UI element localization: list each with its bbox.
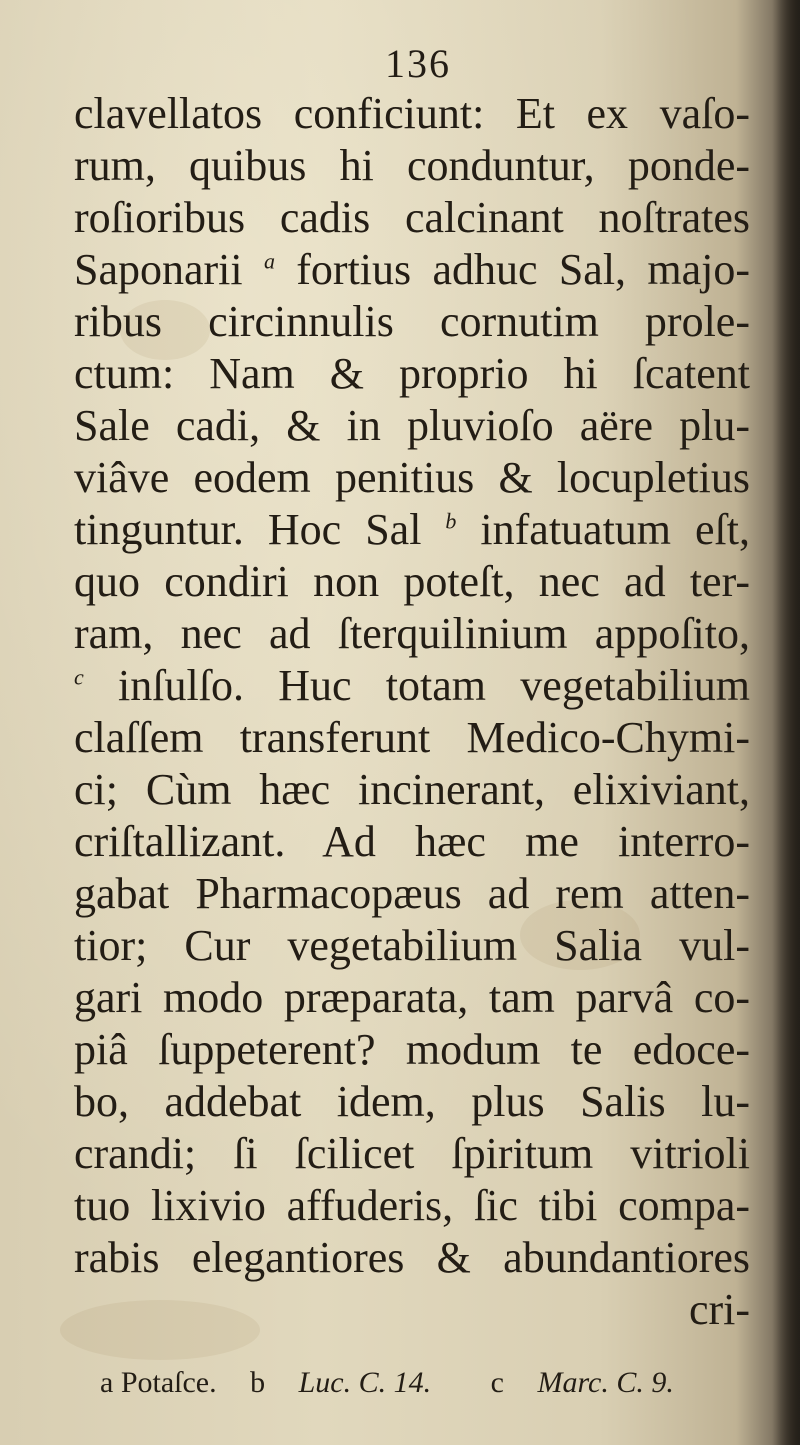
text-line: roſioribus cadis calcinant noſtrates [74, 193, 750, 242]
text-line: piâ ſuppeterent? modum te edoce- [74, 1025, 750, 1074]
text-line: Sale cadi, & in pluvioſo aëre plu- [74, 401, 750, 450]
text-line: tuo lixivio affuderis, ſic tibi compa- [74, 1181, 750, 1230]
footnote-label: b [250, 1366, 266, 1399]
footnote-marker-b: b [445, 508, 457, 534]
book-spine-shadow [772, 0, 800, 1445]
text-line: crandi; ſi ſcilicet ſpiritum vitrioli [74, 1129, 750, 1178]
text-line: gabat Pharmacopæus ad rem atten- [74, 869, 750, 918]
text-line: bo, addebat idem, plus Salis lu- [74, 1077, 750, 1126]
text-fragment: fortius adhuc Sal, majo- [296, 245, 750, 294]
footnote-c [491, 1366, 700, 1399]
text-line: ctum: Nam & proprio hi ſcatent [74, 349, 750, 398]
text-line: ram, nec ad ſterquilinium appoſito, [74, 609, 750, 658]
text-line: rabis elegantiores & abundantiores [74, 1233, 750, 1282]
text-line [74, 660, 750, 712]
text-line: ribus circinnulis cornutim prole- [74, 297, 750, 346]
text-line: ci; Cùm hæc incinerant, elixiviant, [74, 765, 750, 814]
text-fragment: inſulſo. Huc totam vegetabilium [118, 661, 750, 710]
text-fragment: infatuatum eſt, [480, 505, 751, 554]
text-line: quo condiri non poteſt, nec ad ter- [74, 557, 750, 606]
footnote-a: a Potaſce. [100, 1366, 217, 1399]
footnote-reference: Luc. C. 14. [298, 1366, 432, 1399]
footnote-marker-a: a [263, 248, 275, 274]
text-line: claſſem transferunt Medico-Chymi- [74, 713, 750, 762]
text-line: criſtallizant. Ad hæc me interro- [74, 817, 750, 866]
footnote-b [250, 1366, 457, 1399]
text-line [74, 244, 750, 296]
catchword: cri- [688, 1285, 750, 1334]
text-line [74, 504, 750, 556]
footnote-reference: Marc. C. 9. [537, 1366, 674, 1399]
text-line: rum, quibus hi conduntur, ponde- [74, 141, 750, 190]
text-fragment: tinguntur. Hoc Sal [74, 505, 422, 554]
page-number: 136 [385, 41, 451, 86]
text-line: tior; Cur vegetabilium Salia vul- [74, 921, 750, 970]
footnotes [100, 1366, 700, 1400]
main-text-block [74, 88, 750, 1336]
footnote-label: c [490, 1366, 504, 1399]
text-line: viâve eodem penitius & locupletius [74, 453, 750, 502]
text-line: gari modo præparata, tam parvâ co- [74, 973, 750, 1022]
footnote-marker-c: c [74, 664, 84, 690]
text-fragment: Saponarii [74, 245, 243, 294]
text-line: clavellatos conficiunt: Et ex vaſo- [74, 89, 750, 138]
